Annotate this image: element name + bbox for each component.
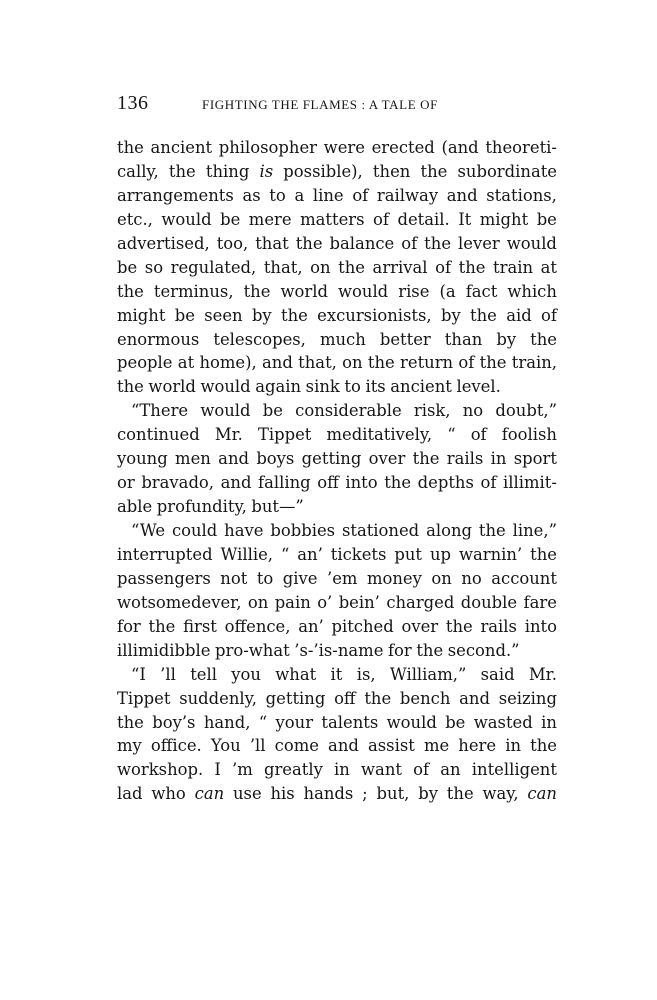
text-line: Tippet suddenly, getting off the bench and seizing (117, 688, 557, 708)
text-line: be so regulated, that, on the arrival of the train at (117, 257, 557, 277)
text-line: the terminus, the world would rise (a fact which (117, 281, 557, 301)
text-line: wotsomedever, on pain o’ bein’ charged double fare (117, 592, 557, 612)
running-head (117, 92, 557, 116)
text-line: for the first offence, an’ pitched over the rails into (117, 616, 557, 636)
text-line: passengers not to give ’em money on no account (117, 568, 557, 588)
body-text (117, 136, 557, 806)
text-line: my office. You ’ll come and assist me here in the (117, 736, 557, 756)
text-line: able profundity, but—” (117, 497, 304, 517)
text-line: people at home), and that, on the return of the train, (117, 353, 557, 373)
text-line: “We could have bobbies stationed along the line,” (131, 521, 557, 540)
text-line: etc., would be mere matters of detail. It might be (117, 209, 557, 229)
text-line: arrangements as to a line of railway and stations, (117, 185, 557, 205)
text-line: the boy’s hand, “ your talents would be wasted in (117, 712, 557, 732)
text-line: “There would be considerable risk, no doubt,” (131, 401, 557, 421)
text-line: advertised, too, that the balance of the lever would (117, 233, 557, 253)
running-head-title: FIGHTING THE FLAMES : A TALE OF (202, 97, 438, 112)
text-line: continued Mr. Tippet meditatively, “ of foolish (117, 425, 557, 445)
text-line: lad who can use his hands ; but, by the way, can (117, 784, 557, 804)
text-line: workshop. I ’m greatly in want of an intelligent (117, 760, 557, 780)
text-line: illimidibble pro-what ’s-’is-name for the second.” (117, 640, 520, 660)
text-line: interrupted Willie, “ an’ tickets put up warnin’ the (117, 544, 557, 564)
text-line: the world would again sink to its ancient level. (117, 377, 501, 397)
page-number: 136 (117, 92, 149, 114)
text-line: “I ’ll tell you what it is, William,” said Mr. (131, 664, 557, 684)
text-line: young men and boys getting over the rails in sport (117, 449, 557, 469)
text-line: or bravado, and falling off into the depths of illimit- (117, 473, 557, 493)
text-line: cally, the thing is possible), then the subordinate (117, 161, 557, 181)
text-line: enormous telescopes, much better than by the (117, 329, 557, 349)
text-line: might be seen by the excursionists, by the aid of (117, 305, 557, 325)
text-line: the ancient philosopher were erected (and theoreti- (117, 138, 557, 157)
